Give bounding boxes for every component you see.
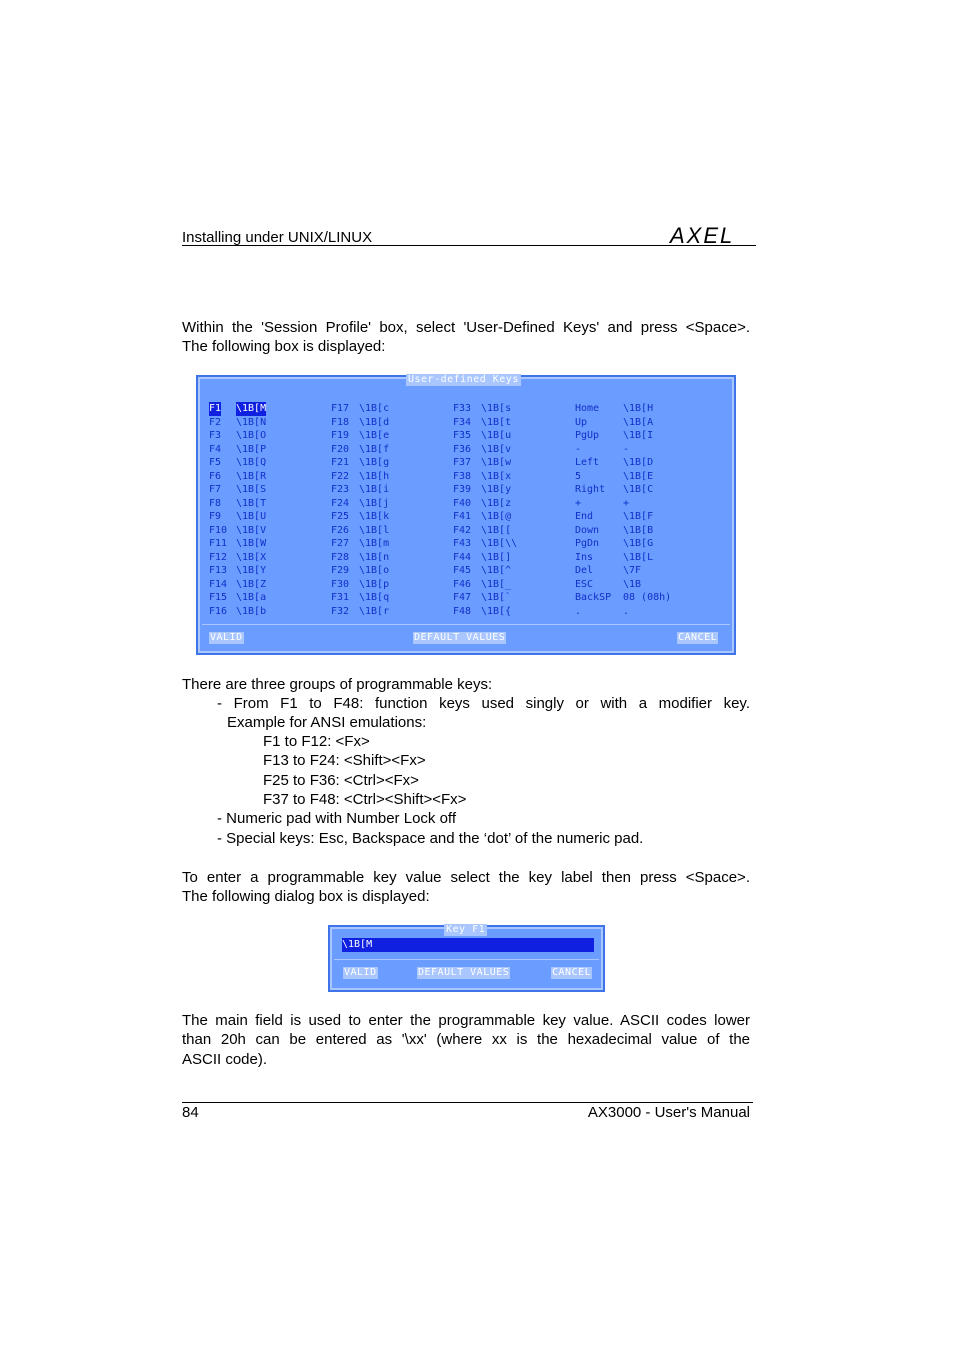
key-value: \1B[k <box>359 511 390 522</box>
key-value: \1B[b <box>236 605 267 617</box>
key-label[interactable]: F40 <box>453 497 472 509</box>
key-value: \1B[x <box>481 470 512 482</box>
button-separator <box>202 624 730 625</box>
key-label[interactable]: Ins <box>575 551 594 563</box>
key-label[interactable]: F23 <box>331 484 350 495</box>
key-label[interactable]: F35 <box>453 430 472 441</box>
key-value: \1B[O <box>236 430 267 441</box>
key-value: \1B[h <box>359 470 390 482</box>
key-value: \1B[\\ <box>481 538 518 549</box>
key-label[interactable]: Left <box>575 457 600 468</box>
key-value: \1B[[ <box>481 524 512 536</box>
groups-item-1-example: Example for ANSI emulations: <box>227 714 427 731</box>
key-label[interactable]: F27 <box>331 538 350 549</box>
key-label[interactable]: F16 <box>209 605 228 617</box>
key-value: 08 (08h) <box>623 592 672 603</box>
key-dialog-title: Key F1 <box>446 924 486 935</box>
key-value: \1B[f <box>359 443 390 455</box>
valid-button[interactable]: VALID <box>210 632 243 643</box>
key-value: \1B[L <box>623 551 654 563</box>
key-value: \1B[R <box>236 470 267 482</box>
key-label[interactable]: F43 <box>453 538 472 549</box>
key-label[interactable]: F4 <box>209 443 222 455</box>
key-label[interactable]: Down <box>575 524 600 536</box>
key-value: \1B[M <box>236 403 267 414</box>
example-list <box>263 732 466 809</box>
key-value: \1B <box>623 578 642 590</box>
key-label[interactable]: BackSP <box>575 592 612 603</box>
key-label[interactable]: PgUp <box>575 430 600 441</box>
key-label[interactable]: F5 <box>209 457 222 468</box>
key-label[interactable]: F10 <box>209 524 228 536</box>
key-value: \1B[D <box>623 457 654 468</box>
key-value: \1B[t <box>481 416 512 428</box>
key-label[interactable]: F30 <box>331 578 350 590</box>
key-label[interactable]: F9 <box>209 511 222 522</box>
key-label[interactable]: F37 <box>453 457 472 468</box>
main-field-line-2: than 20h can be entered as '\xx' (where xx is the hexadecimal value of the <box>182 1031 750 1049</box>
key-label[interactable]: F13 <box>209 565 228 576</box>
key-value: \1B[A <box>623 416 654 428</box>
key-label[interactable]: - <box>575 443 582 455</box>
key-valid-button[interactable]: VALID <box>344 967 377 978</box>
key-value: \1B[p <box>359 578 390 590</box>
key-value: \1B[F <box>623 511 654 522</box>
key-value: \1B[E <box>623 470 654 482</box>
key-label[interactable]: F25 <box>331 511 350 522</box>
key-label[interactable]: Home <box>575 403 600 414</box>
key-value: - <box>623 443 630 455</box>
key-value: \1B[o <box>359 565 390 576</box>
key-value: \1B[s <box>481 403 512 414</box>
enter-line-2: The following dialog box is displayed: <box>182 888 430 906</box>
key-value: \1B[T <box>236 497 267 509</box>
key-label[interactable]: F18 <box>331 416 350 428</box>
example-item: F25 to F36: <Ctrl><Fx> <box>263 771 419 789</box>
key-value: \1B[G <box>623 538 654 549</box>
key-value: \1B[i <box>359 484 390 495</box>
key-label[interactable]: F39 <box>453 484 472 495</box>
key-label[interactable]: F36 <box>453 443 472 455</box>
key-value: \1B[n <box>359 551 390 563</box>
key-value: \1B[c <box>359 403 390 414</box>
groups-item-1: - From F1 to F48: function keys used singly or with a modifier key. <box>217 695 750 712</box>
key-label[interactable]: F8 <box>209 497 222 509</box>
key-value: \1B[l <box>359 524 390 536</box>
key-value: \1B[N <box>236 416 267 428</box>
key-label[interactable]: F34 <box>453 416 472 428</box>
main-field-line-3: ASCII code). <box>182 1050 268 1068</box>
key-label[interactable]: F1 <box>209 403 222 414</box>
key-value: \1B[u <box>481 430 512 441</box>
key-value: \1B[q <box>359 592 390 603</box>
key-label[interactable]: Up <box>575 416 588 428</box>
key-dialog-separator <box>334 959 599 960</box>
key-label[interactable]: F29 <box>331 565 350 576</box>
cancel-button[interactable]: CANCEL <box>678 632 718 643</box>
main-field-paragraph <box>182 1011 750 1069</box>
intro-line-2: The following box is displayed: <box>182 338 386 356</box>
key-label[interactable]: F20 <box>331 443 350 455</box>
key-label[interactable]: F17 <box>331 403 350 414</box>
key-label[interactable]: F38 <box>453 470 472 482</box>
key-label[interactable]: F44 <box>453 551 472 563</box>
key-label[interactable]: PgDn <box>575 538 600 549</box>
key-value: \1B[` <box>481 592 512 603</box>
key-label[interactable]: F46 <box>453 578 472 590</box>
key-value: \1B[V <box>236 524 267 536</box>
key-value: \1B[g <box>359 457 390 468</box>
key-label[interactable]: F42 <box>453 524 472 536</box>
key-label[interactable]: ESC <box>575 578 594 590</box>
example-item: F1 to F12: <Fx> <box>263 733 370 750</box>
key-label[interactable]: F12 <box>209 551 228 563</box>
key-value: \1B[y <box>481 484 512 495</box>
dialog-title: User-defined Keys <box>408 374 519 385</box>
key-value: \1B[X <box>236 551 267 563</box>
key-value: \1B[d <box>359 416 390 428</box>
key-value: \1B[I <box>623 430 654 441</box>
key-value: \1B[j <box>359 497 390 509</box>
key-label[interactable]: F33 <box>453 403 472 414</box>
key-label[interactable]: F31 <box>331 592 350 603</box>
default-values-button[interactable]: DEFAULT VALUES <box>414 632 506 643</box>
key-label[interactable]: End <box>575 511 594 522</box>
key-label[interactable]: F47 <box>453 592 472 603</box>
axel-logo: AXEL <box>670 223 735 248</box>
key-value: \1B[r <box>359 605 390 617</box>
page-number: 84 <box>182 1104 199 1121</box>
key-label[interactable]: F48 <box>453 605 472 617</box>
key-label[interactable]: F3 <box>209 430 222 441</box>
header-title: Installing under UNIX/LINUX <box>182 229 373 246</box>
intro-paragraph <box>182 318 750 357</box>
key-value: \1B[Z <box>236 578 267 590</box>
key-value: \1B[Y <box>236 565 267 576</box>
key-value: \1B[m <box>359 538 390 549</box>
key-value: \1B[] <box>481 551 512 563</box>
key-label[interactable]: . <box>575 605 582 617</box>
key-label[interactable]: F24 <box>331 497 350 509</box>
main-field-line-1: The main field is used to enter the programmable key value. ASCII codes lower <box>182 1012 750 1029</box>
enter-paragraph <box>182 868 750 907</box>
key-label[interactable]: F7 <box>209 484 222 495</box>
example-item: F13 to F24: <Shift><Fx> <box>263 752 426 770</box>
key-label[interactable]: F22 <box>331 470 350 482</box>
key-value: \7F <box>623 565 642 576</box>
key-label[interactable]: F15 <box>209 592 228 603</box>
key-value: \1B[w <box>481 457 512 468</box>
key-label[interactable]: F45 <box>453 565 472 576</box>
key-value: \1B[a <box>236 592 267 603</box>
key-value: \1B[z <box>481 497 512 509</box>
key-value: \1B[C <box>623 484 654 495</box>
key-value: \1B[v <box>481 443 512 455</box>
key-label[interactable]: F6 <box>209 470 222 482</box>
key-label[interactable]: F26 <box>331 524 350 536</box>
groups-item-3: - Special keys: Esc, Backspace and the ‘dot’ of the numeric pad. <box>217 830 644 847</box>
key-label[interactable]: F2 <box>209 416 222 428</box>
example-item: F37 to F48: <Ctrl><Shift><Fx> <box>263 790 467 808</box>
key-f1-dialog <box>328 925 605 992</box>
key-label[interactable]: Del <box>575 565 594 576</box>
key-value: + <box>623 497 630 509</box>
intro-line-1: Within the 'Session Profile' box, select 'User-Defined Keys' and press <Space>. <box>182 319 750 336</box>
footer-manual-title: AX3000 - User's Manual <box>587 1104 750 1121</box>
footer-rule <box>182 1102 753 1103</box>
key-value: \1B[S <box>236 484 267 495</box>
key-value: \1B[@ <box>481 511 512 522</box>
key-value-input[interactable]: \1B[M <box>342 938 594 952</box>
key-label[interactable]: F11 <box>209 538 228 549</box>
key-value: \1B[Q <box>236 457 267 468</box>
key-value: \1B[_ <box>481 578 512 590</box>
key-label[interactable]: F32 <box>331 605 350 617</box>
key-value: \1B[e <box>359 430 390 441</box>
key-label[interactable]: F14 <box>209 578 228 590</box>
key-value: \1B[B <box>623 524 654 536</box>
key-label[interactable]: 5 <box>575 470 582 482</box>
key-value: \1B[H <box>623 403 654 414</box>
key-value: \1B[W <box>236 538 267 549</box>
key-label[interactable]: F28 <box>331 551 350 563</box>
enter-line-1: To enter a programmable key value select the key label then press <Space>. <box>182 869 750 886</box>
key-value: \1B[^ <box>481 565 512 576</box>
groups-intro: There are three groups of programmable keys: <box>182 676 493 693</box>
key-label[interactable]: F21 <box>331 457 350 468</box>
key-label[interactable]: Right <box>575 484 606 495</box>
key-value: . <box>623 605 630 617</box>
key-value: \1B[U <box>236 511 267 522</box>
groups-item-2: - Numeric pad with Number Lock off <box>217 810 456 827</box>
header-rule <box>182 245 756 246</box>
key-cancel-button[interactable]: CANCEL <box>552 967 592 978</box>
key-default-values-button[interactable]: DEFAULT VALUES <box>418 967 510 978</box>
key-value: \1B[{ <box>481 605 512 617</box>
key-label[interactable]: + <box>575 497 582 509</box>
user-defined-keys-dialog <box>196 375 736 655</box>
key-label[interactable]: F19 <box>331 430 350 441</box>
key-value: \1B[P <box>236 443 267 455</box>
key-label[interactable]: F41 <box>453 511 472 522</box>
